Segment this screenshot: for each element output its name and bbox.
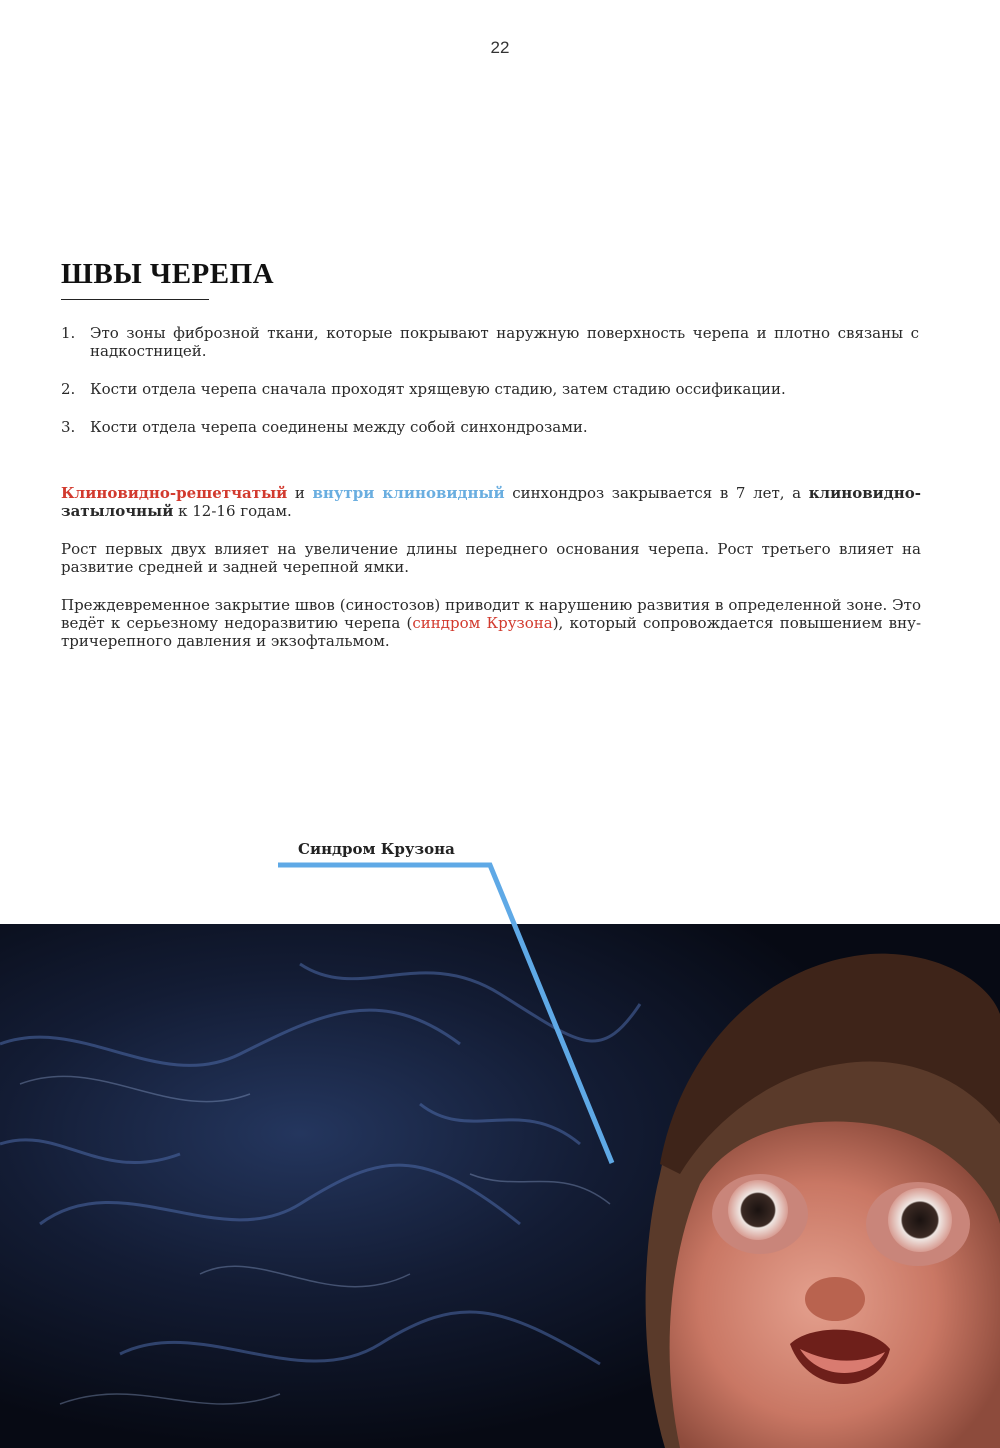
synchondrosis-paragraph xyxy=(61,484,921,520)
title-underline xyxy=(61,299,209,300)
page-number: 22 xyxy=(490,38,510,57)
list-text: Это зоны фиброзной ткани, которые покрывают наружную поверхность черепа и плотно связаны с надкостницей. xyxy=(90,324,919,360)
list-text: Кости отдела черепа сначала проходят хрящевую стадию, затем стадию оссификации. xyxy=(90,380,786,398)
list-number: 1. xyxy=(61,324,76,342)
list-item xyxy=(61,418,919,436)
right-eye xyxy=(888,1188,952,1252)
synostosis-paragraph xyxy=(61,596,921,650)
left-eye xyxy=(728,1180,788,1240)
term-intra-sphenoid: внутри клиновидный xyxy=(312,484,505,502)
growth-paragraph: Рост первых двух влияет на увеличение длины переднего основания черепа. Рост третьего влияет на развитие средней и задней черепной ямки. xyxy=(61,540,921,576)
photo-caption: Синдром Крузона xyxy=(298,840,455,858)
term-spheno-occipital: клиновидно-затылочный xyxy=(61,484,921,520)
crouzon-link-text: синдром Крузона xyxy=(412,614,553,632)
text-fragment: синхондроз закрывается в 7 лет, а xyxy=(504,484,809,502)
list-item xyxy=(61,380,919,398)
list-number: 3. xyxy=(61,418,76,436)
text-fragment: к 12-16 годам. xyxy=(173,502,292,520)
list-item xyxy=(61,324,919,360)
photo-illustration xyxy=(0,924,1000,1448)
text-fragment: ), который сопровождается повышением внутричерепного давления и экзофтальмом. xyxy=(61,614,922,650)
list-text: Кости отдела черепа соединены между собой синхондрозами. xyxy=(90,418,588,436)
list-number: 2. xyxy=(61,380,76,398)
facts-list xyxy=(61,324,919,456)
page-title: ШВЫ ЧЕРЕПА xyxy=(61,258,275,290)
term-spheno-ethmoid: Клиновидно-решетчатый xyxy=(61,484,288,502)
crouzon-photo xyxy=(0,924,1000,1448)
text-fragment: и xyxy=(287,484,313,502)
text-fragment: Преждевременное закрытие швов (синостозов) приводит к нарушению развития в определенной зоне. Это ведёт к серьезному недоразвитию черепа ( xyxy=(61,596,921,632)
